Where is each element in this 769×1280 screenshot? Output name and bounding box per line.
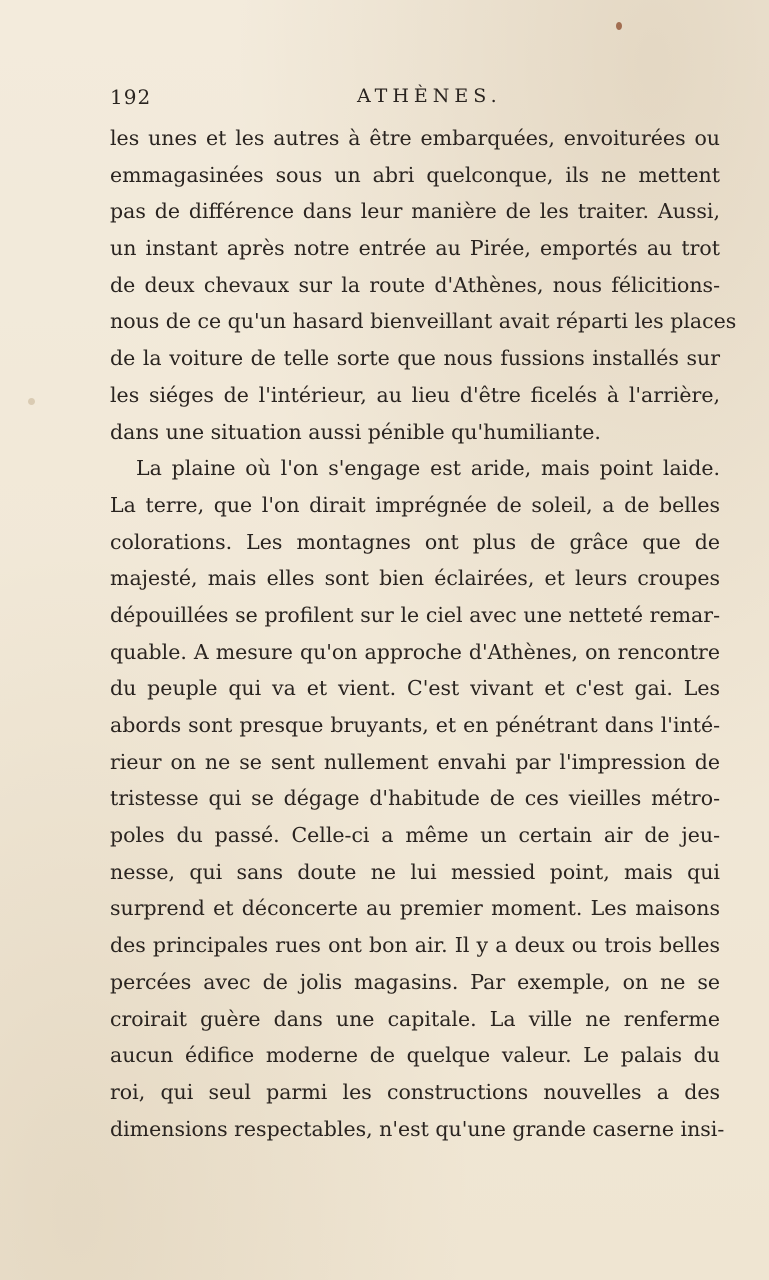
text-line: emmagasinées sous un abri quelconque, ils ne mettent (110, 162, 720, 187)
text-line: dépouillées se profilent sur le ciel avec une netteté remar- (110, 602, 720, 627)
text-line: les unes et les autres à être embarquées, envoiturées ou (110, 126, 720, 150)
text-line: nous de ce qu'un hasard bienveillant avait réparti les places (110, 309, 737, 334)
text-line: abords sont presque bruyants, et en pénétrant dans l'inté- (110, 713, 720, 737)
text-line: de deux chevaux sur la route d'Athènes, nous félicitions- (110, 272, 720, 297)
text-line: des principales rues ont bon air. Il y a deux ou trois belles (110, 933, 720, 958)
text-line: roi, qui seul parmi les constructions nouvelles a des (110, 1079, 720, 1104)
paragraph-start-line: La plaine où l'on s'engage est aride, mais point laide. (136, 456, 720, 481)
text-line: dimensions respectables, n'est qu'une grande caserne insi- (110, 1116, 725, 1141)
text-line: un instant après notre entrée au Pirée, emportés au trot (110, 236, 720, 261)
text-line: tristesse qui se dégage d'habitude de ces vieilles métro- (110, 786, 720, 811)
text-line: rieur on ne se sent nullement envahi par l'impression de (110, 749, 720, 774)
text-line: La terre, que l'on dirait imprégnée de soleil, a de belles (110, 492, 720, 517)
text-line: de la voiture de telle sorte que nous fussions installés sur (110, 346, 720, 371)
paragraph-end-line: dans une situation aussi pénible qu'humiliante. (110, 419, 601, 444)
text-line: surprend et déconcerte au premier moment. Les maisons (110, 896, 720, 921)
text-line: pas de différence dans leur manière de les traiter. Aussi, (110, 199, 720, 224)
text-line: croirait guère dans une capitale. La ville ne renferme (110, 1006, 720, 1031)
running-head (0, 85, 769, 115)
running-title: ATHÈNES. (357, 85, 502, 107)
page-number: 192 (110, 85, 152, 109)
body-text (110, 120, 737, 1147)
text-line: majesté, mais elles sont bien éclairées, et leurs croupes (110, 566, 720, 591)
ink-spot (616, 22, 622, 30)
text-line: colorations. Les montagnes ont plus de grâce que de (110, 529, 720, 554)
text-line: quable. A mesure qu'on approche d'Athènes, on rencontre (110, 639, 720, 664)
text-line: aucun édifice moderne de quelque valeur. Le palais du (110, 1043, 720, 1068)
text-line: percées avec de jolis magasins. Par exemple, on ne se (110, 969, 720, 994)
text-line: poles du passé. Celle-ci a même un certain air de jeu- (110, 823, 720, 848)
text-line: les siéges de l'intérieur, au lieu d'être ficelés à l'arrière, (110, 382, 720, 407)
text-line: du peuple qui va et vient. C'est vivant et c'est gai. Les (110, 676, 720, 701)
text-line: nesse, qui sans doute ne lui messied point, mais qui (110, 859, 720, 884)
paper-fleck (28, 398, 35, 405)
